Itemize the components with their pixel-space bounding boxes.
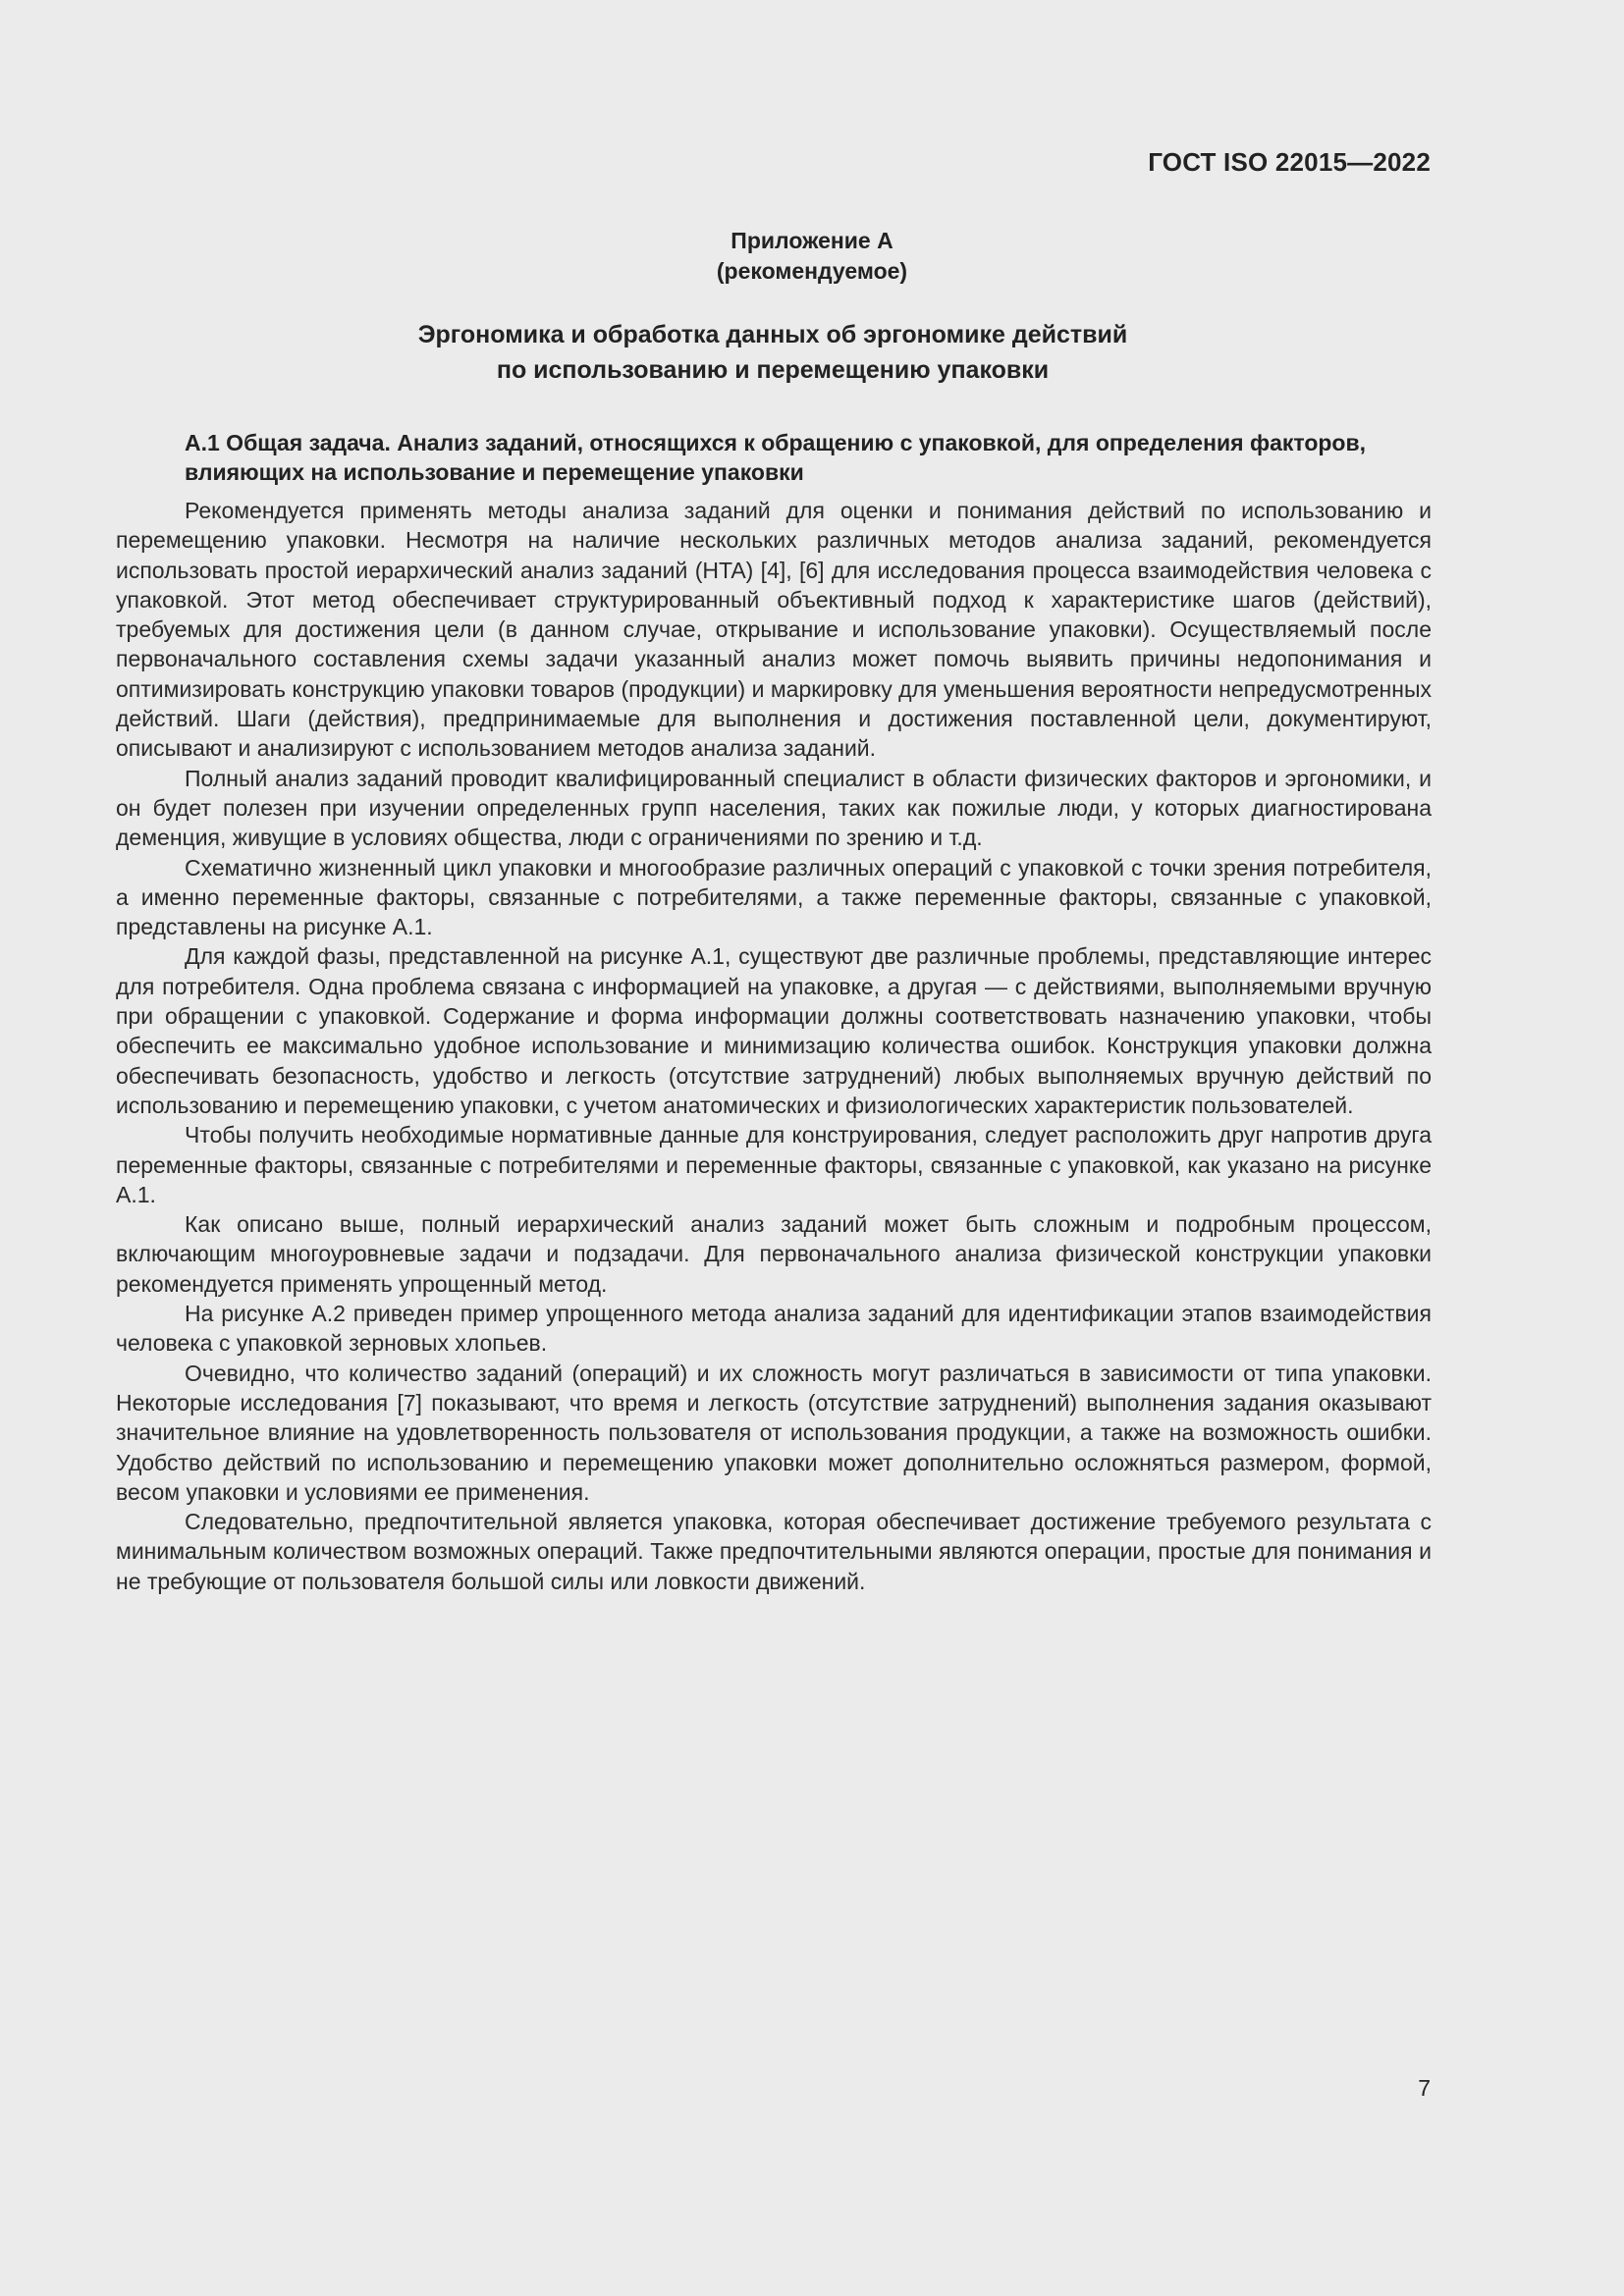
appendix-heading (0, 226, 1624, 287)
document-id: ГОСТ ISO 22015—2022 (1148, 147, 1431, 177)
paragraph: Следовательно, предпочтительной является упаковка, которая обеспечивает достижение требуемого результата с минимальным количеством возможных операций. Также предпочтительными являются операции, простые для понимания и не требующие от пользователя большой силы или ловкости движений. (116, 1509, 1432, 1594)
paragraph: Рекомендуется применять методы анализа заданий для оценки и понимания действий по использованию и перемещению упаковки. Несмотря на наличие нескольких различных методов анализа заданий, рекомендуется использовать простой иерархический анализ заданий (HTA) [4], [6] для исследования процесса взаимодействия человека с упаковкой. Этот метод обеспечивает структурированный объективный подход к характеристике шагов (действий), требуемых для достижения цели (в данном случае, открывание и использование упаковки). Осуществляемый после первоначального составления схемы задачи указанный анализ может помочь выявить причины недопонимания и оптимизировать конструкцию упаковки товаров (продукции) и маркировку для уменьшения вероятности непредусмотренных действий. Шаги (действия), предпринимаемые для выполнения и достижения поставленной цели, документируют, описывают и анализируют с использованием методов анализа заданий. (116, 498, 1432, 762)
paragraph: Как описано выше, полный иерархический анализ заданий может быть сложным и подробным процессом, включающим многоуровневые задачи и подзадачи. Для первоначального анализа физической конструкции упаковки рекомендуется применять упрощенный метод. (116, 1211, 1432, 1297)
paragraph: Очевидно, что количество заданий (операций) и их сложность могут различаться в зависимости от типа упаковки. Некоторые исследования [7] показывают, что время и легкость (отсутствие затруднений) выполнения задания оказывают значительное влияние на удовлетворенность пользователя от использования продукции, а также на возможность ошибки. Удобство действий по использованию и перемещению упаковки может дополнительно осложняться размером, формой, весом упаковки и условиями ее применения. (116, 1360, 1432, 1505)
appendix-title-line-2: по использованию и перемещению упаковки (496, 356, 1050, 384)
paragraph: На рисунке А.2 приведен пример упрощенного метода анализа заданий для идентификации этапов взаимодействия человека с упаковкой зерновых хлопьев. (116, 1301, 1432, 1357)
paragraph: Схематично жизненный цикл упаковки и многообразие различных операций с упаковкой с точки зрения потребителя, а именно переменные факторы, связанные с потребителями, а также переменные факторы, связанные с упаковкой, представлены на рисунке А.1. (116, 854, 1432, 940)
appendix-label: Приложение А (731, 228, 893, 253)
body-text (116, 496, 1432, 1596)
appendix-status: (рекомендуемое) (716, 258, 908, 284)
section-heading: А.1 Общая задача. Анализ заданий, относящихся к обращению с упаковкой, для определения факторов, влияющих на использование и перемещение упаковки (185, 430, 1367, 485)
paragraph: Для каждой фазы, представленной на рисунке А.1, существуют две различные проблемы, представляющие интерес для потребителя. Одна проблема связана с информацией на упаковке, а другая — с действиями, выполняемыми вручную при обращении с упаковкой. Содержание и форма информации должны соответствовать назначению упаковки, чтобы обеспечить ее максимально удобное использование и минимизацию количества ошибок. Конструкция упаковки должна обеспечивать безопасность, удобство и легкость (отсутствие затруднений) любых выполняемых вручную действий по использованию и перемещению упаковки, с учетом анатомических и физиологических характеристик пользователей. (116, 943, 1432, 1118)
page-number: 7 (1418, 2075, 1431, 2101)
appendix-title-line-1: Эргономика и обработка данных об эргономике действий (417, 321, 1128, 348)
paragraph: Чтобы получить необходимые нормативные данные для конструирования, следует расположить друг напротив друга переменные факторы, связанные с потребителями и переменные факторы, связанные с упаковкой, как указано на рисунке А.1. (116, 1122, 1432, 1207)
appendix-title (0, 317, 1545, 388)
paragraph: Полный анализ заданий проводит квалифицированный специалист в области физических факторов и эргономики, и он будет полезен при изучении определенных групп населения, таких как пожилые люди, у которых диагностирована деменция, живущие в условиях общества, люди с ограничениями по зрению и т.д. (116, 765, 1432, 851)
